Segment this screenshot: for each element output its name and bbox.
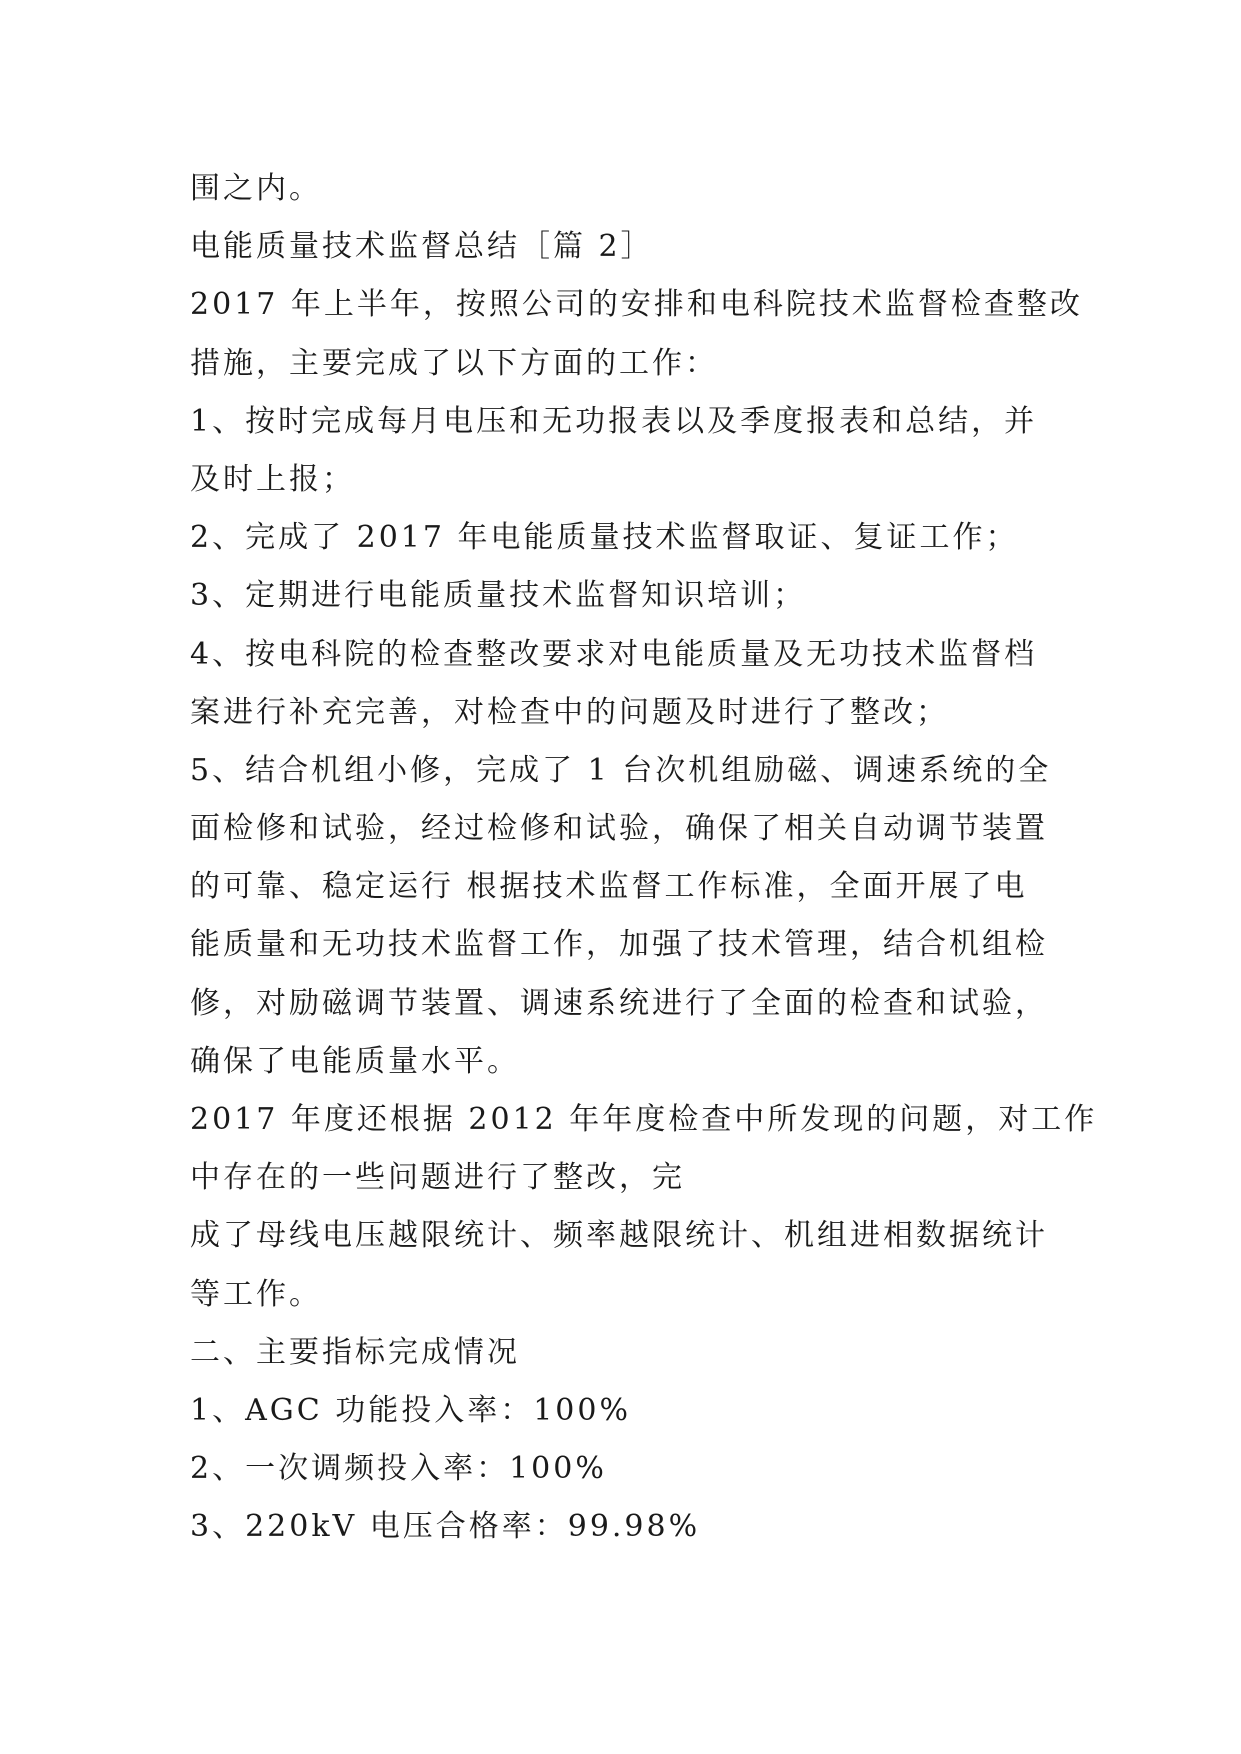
text-line: 2017 年上半年，按照公司的安排和电科院技术监督检查整改 (190, 287, 1083, 323)
text-line: 等工作。 (190, 1276, 322, 1312)
text-line: 成了母线电压越限统计、频率越限统计、机组进相数据统计 (190, 1218, 1048, 1254)
list-item: 3、220kV 电压合格率：99.98% (190, 1509, 701, 1545)
text-line: 措施，主要完成了以下方面的工作： (190, 345, 718, 381)
text-line: 面检修和试验，经过检修和试验，确保了相关自动调节装置 (190, 811, 1048, 847)
section-title: 电能质量技术监督总结［篇 2］ (190, 229, 654, 265)
list-item: 3、定期进行电能质量技术监督知识培训； (190, 578, 807, 614)
list-item: 2、一次调频投入率：100% (190, 1451, 607, 1487)
section-heading: 二、主要指标完成情况 (190, 1334, 520, 1370)
text-line: 2017 年度还根据 2012 年年度检查中所发现的问题，对工作 (190, 1102, 1098, 1137)
list-item: 5、结合机组小修，完成了 1 台次机组励磁、调速系统的全 (190, 752, 1052, 788)
text-line: 的可靠、稳定运行 根据技术监督工作标准，全面开展了电 (190, 869, 1028, 905)
text-line: 围之内。 (190, 171, 322, 206)
list-item: 1、AGC 功能投入率：100% (190, 1392, 631, 1428)
document-body (190, 160, 1098, 1557)
text-line: 能质量和无功技术监督工作，加强了技术管理，结合机组检 (190, 927, 1048, 963)
list-item: 1、按时完成每月电压和无功报表以及季度报表和总结，并 (190, 403, 1038, 439)
list-item: 4、按电科院的检查整改要求对电能质量及无功技术监督档 (190, 636, 1038, 672)
text-line: 及时上报； (190, 461, 355, 497)
text-line: 修，对励磁调节装置、调速系统进行了全面的检查和试验， (190, 985, 1048, 1021)
text-line: 案进行补充完善，对检查中的问题及时进行了整改； (190, 694, 949, 730)
list-item: 2、完成了 2017 年电能质量技术监督取证、复证工作； (190, 520, 1019, 556)
text-line: 确保了电能质量水平。 (190, 1043, 520, 1079)
text-line: 中存在的一些问题进行了整改，完 (190, 1160, 685, 1196)
